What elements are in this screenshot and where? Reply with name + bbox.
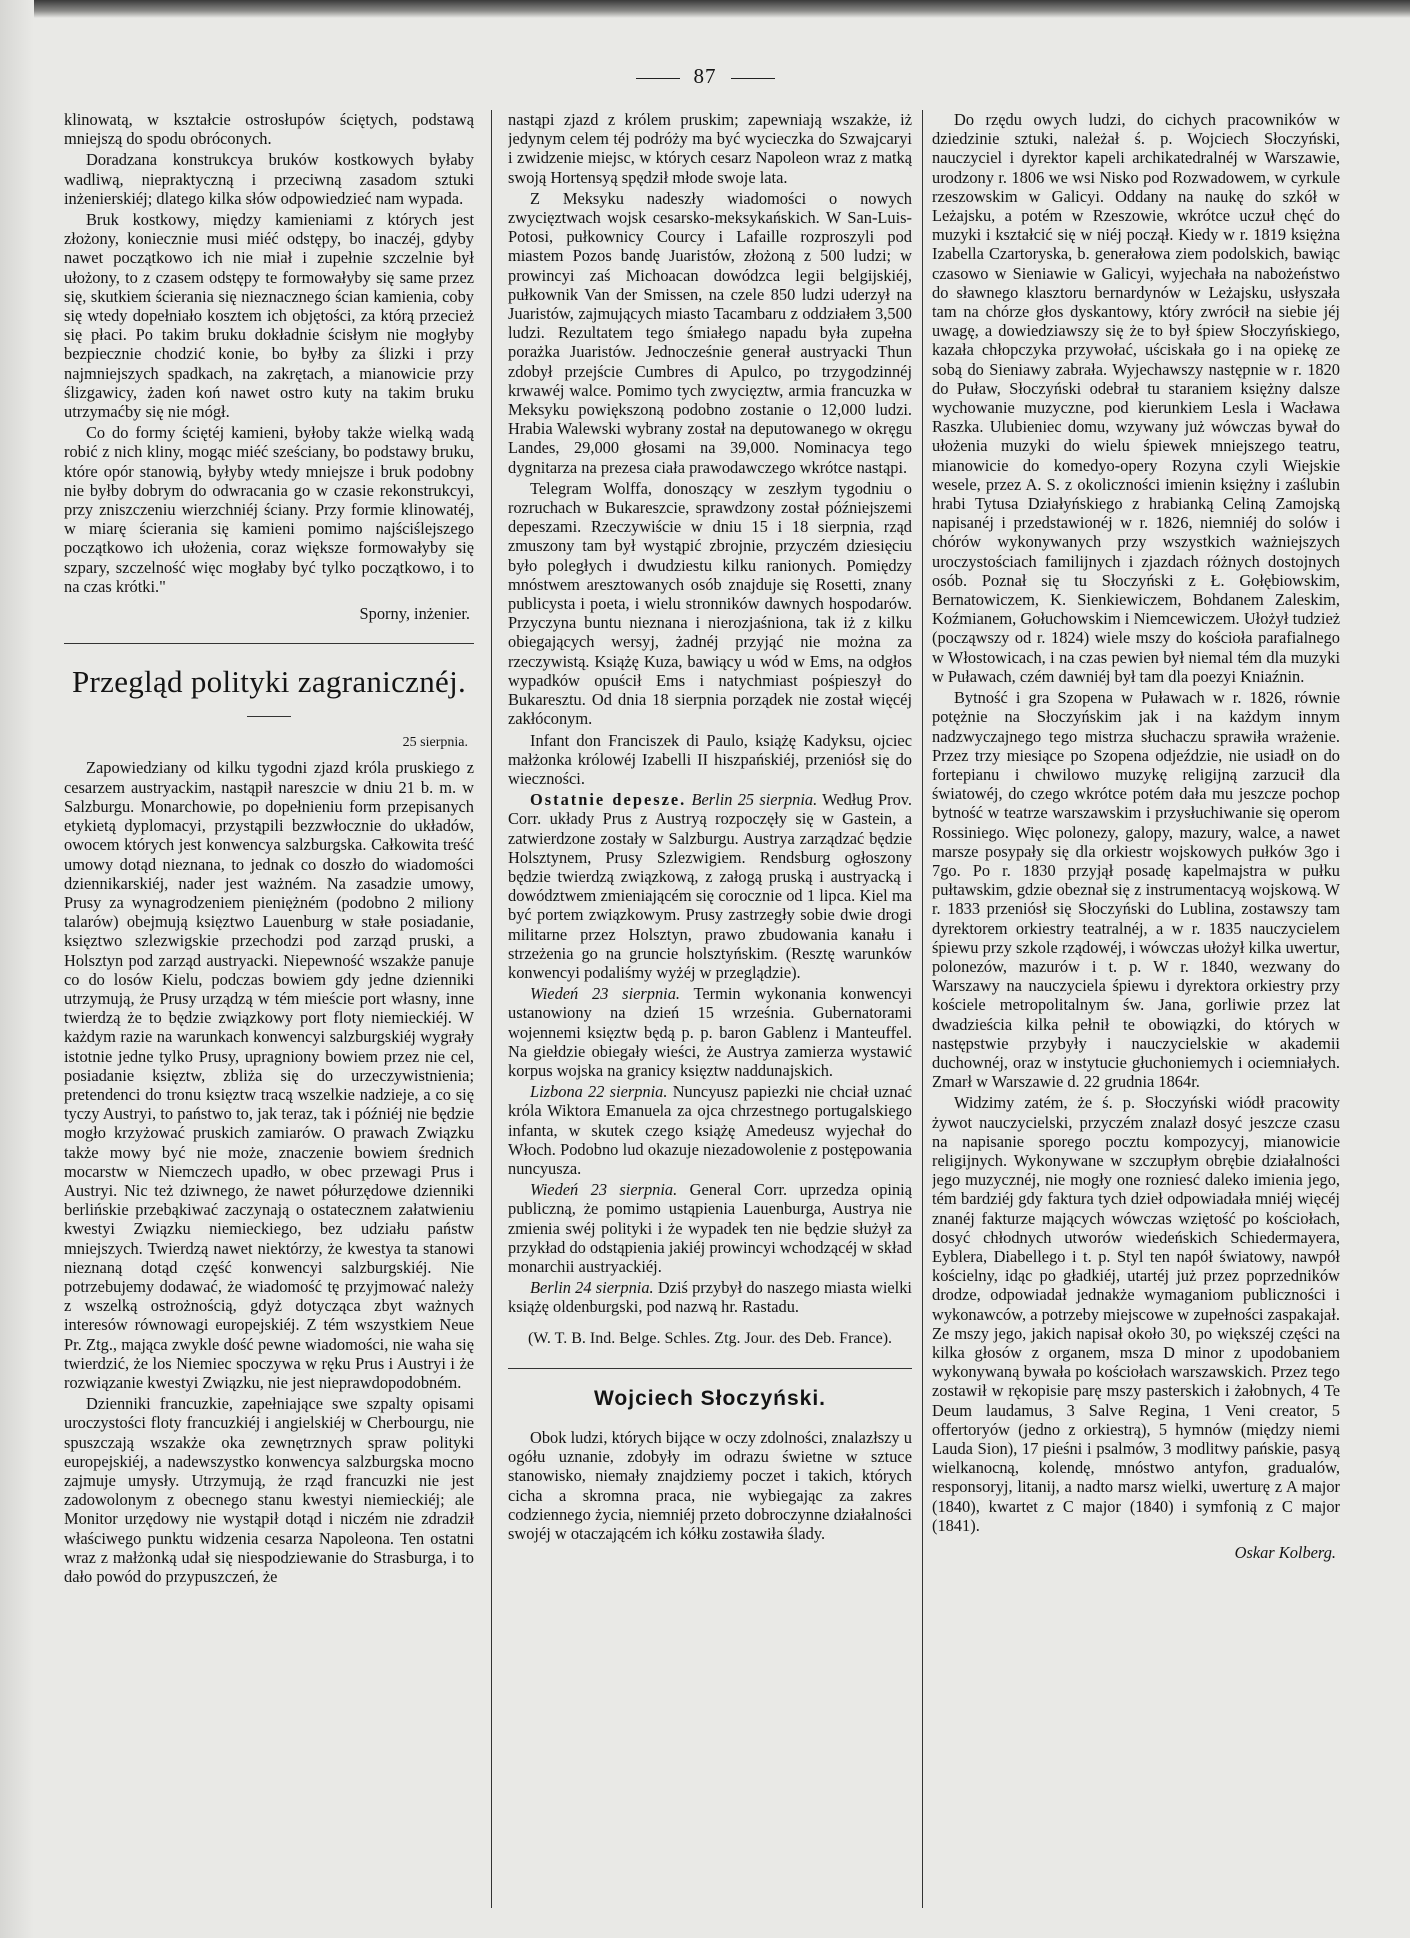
- paragraph: Infant don Franciszek di Paulo, książę Kadyksu, ojciec małżonka królowéj Izabelli II hiszpańskiéj, przeniósł się do wieczności.: [508, 730, 912, 788]
- scan-top-edge: [0, 0, 1410, 18]
- column-1: [64, 110, 474, 1902]
- paragraph: nastąpi zjazd z królem pruskim; zapewniają wszakże, iż jedynym celem téj podróży ma być wycieczka do Szwajcaryi i zwidzenie miejsc, w których cesarz Napoleon wraz z matką swoją Hortensyą spędził młode swoje lata.: [508, 110, 912, 187]
- column-3: [932, 110, 1340, 1902]
- dispatch-item: [508, 790, 912, 982]
- page-number-rule-right: [731, 78, 775, 79]
- column-2: [508, 110, 912, 1902]
- author-name: Oskar Kolberg.: [1234, 1543, 1336, 1563]
- dispatch-item: [508, 984, 912, 1080]
- section-title: Przegląd polityki zagranicznéj.: [71, 664, 467, 700]
- page-number-text: 87: [693, 64, 717, 88]
- dispatch-text: General Corr. uprzedza opinią publiczną, że pomimo ustąpienia Lauenburga, Austrya nie zmienia swéj polityki i że wypadek ten nie będzie służył za przykład do odstąpienia jakiéj prowincyi wchodzącéj w skład monarchii austryackiéj.: [508, 1180, 912, 1276]
- column-divider-1: [491, 110, 492, 1908]
- title-ornament-rule: [247, 716, 291, 717]
- paragraph: Obok ludzi, których bijące w oczy zdolności, znalazłszy u ogółu uznanie, zdobyły im odrazu świetne w sztuce stanowisko, niemały znajdziemy poczet i takich, których cicha a skromna praca, nie wybiegając za zakres codziennego życia, niemniéj przeto dobroczynne działalności swojéj w otaczającém ich kółku zostawiła ślady.: [508, 1428, 912, 1544]
- paragraph: Zapowiedziany od kilku tygodni zjazd króla pruskiego z cesarzem austryackim, nastąpił nareszcie w dniu 21 b. m. w Salzburgu. Monarchowie, po dopełnieniu form przepisanych etykietą dyplomacyi, przystąpili bezzwłocznie do układów, owocem których jest konwencya salzburgska. Całkowita treść umowy dotąd nieznana, to jednak co doszło do wiadomości dziennikarskiéj, nader jest ważném. Na zasadzie umowy, Prusy za wynagrodzeniem pieniężném (podobno 2 miliony talarów) obejmują księztwo Lauenburg w stałe posiadanie, księztwo szlezwigskie przechodzi pod zarząd pruski, a Holsztyn pod zarząd austryacki. Niepewność wszakże panuje co do losów Kielu, podczas bowiem gdy jedne dzienniki utrzymują, że Prusy urządzą w tém mieście port własny, inne twierdzą że to będzie związkowy port floty niemieckiéj. W każdym razie na warunkach konwencyi salzburgskiéj wygrały istotnie jedne tylko Prusy, upragniony bowiem przez nie cel, posiadanie księztw, zbliża się do urzeczywistnienia; pretendenci do tronu księztw tracą wszelkie nadzieje, a co się tyczy Austryi, to państwo to, jak teraz, tak i późniéj nie będzie mogło krzyżować pruskich zamiarów. O prawach Związku także mowy być nie może, znaczenie bowiem średnich mocarstw w Niemczech upadło, w obec przewagi Prus i Austryi. Nic też dziwnego, że nawet półurzędowe dzienniki berlińskie przebąkiwać zaczynają o ostatecznem załatwieniu kwestyi Związku niemieckiego, bez udziału państw mniejszych. Twierdzą nawet niektórzy, że kwestya ta stanowi nieznaną dotąd część konwencyi salzburgskiéj. Nie potrzebujemy dodawać, że wiadomość tę przyjmować należy z wszelką ostrożnością, gdyż dotycząca zbyt ważnych interesów równowagi europejskiéj. Z tém wszystkiem Neue Pr. Ztg., mająca zwykle dość pewne wiadomości, nie waha się twierdzić, że los Niemiec spoczywa w ręku Prus i Austryi i że rozwiązanie kwestyi Związku, nie jest nieprawdopodobném.: [64, 758, 474, 1392]
- paragraph: Co do formy ściętéj kamieni, byłoby także wielką wadą robić z nich kliny, mogąc miéć sześciany, bo podstawy bruku, które opór stanowią, byłyby wtedy mniejsze i bruk podobny nie byłby dobrym do odwracania go w czasie rekonstrukcyi, przy zniszczeniu wierzchniéj ściany. Przy formie klinowatéj, w miarę ścierania się kamieni pomimo najściślejszego początkowo ich ułożenia, coraz większe formowałyby się szpary, szczelność więc mogłaby być tylko początkowo, i to na czas krótki.": [64, 423, 474, 596]
- paragraph: Bytność i gra Szopena w Puławach w r. 1826, równie potężnie na Słoczyńskim jak i na każdym innym nadzwyczajnego tego mistrza słuchaczu sprawiła wrażenie. Przez trzy miesiące po Szopena odjeździe, nie usiadł on do fortepianu i chwilowo muzykę religijną zarzucił dla światowéj, do czego wkrótce potém dała mu jeszcze pochop bytność w teatrze warszawskim i przysłuchiwanie się operom Rossiniego. Więc polonezy, galopy, mazury, walce, a nawet marsze posypały się dla orkiestr wojskowych pułków 3go i 7go. Po r. 1830 przyjął posadę kapelmajstra w pułku pułtawskim, gdzie obeznał się z instrumentacyą wojskową. W r. 1833 przeniósł się Słoczyński do Lublina, zostawszy tam dyrektorem orkiestry teatralnéj, a w r. 1835 nauczycielem śpiewu przy szkole rządowéj, i wówczas ułożył kilka uwertur, polonezów, mazurów i t. p. W r. 1840, wezwany do Warszawy na nauczyciela śpiewu i dyrektora orkiestry przy kościele metropolitalnym św. Jana, gorliwie przez lat dwadzieścia kilka pełnił te obowiązki, do których w następstwie przybyły i nauczycielskie w akademii duchownéj, oraz w instytucie głuchoniemych i ociemniałych. Zmarł w Warszawie d. 22 grudnia 1864r.: [932, 688, 1340, 1092]
- article-signature: Sporny, inżenier.: [359, 604, 470, 624]
- dateline: 25 sierpnia.: [402, 735, 468, 751]
- paragraph: Widzimy zatém, że ś. p. Słoczyński wiódł pracowity żywot nauczycielski, przyczém znalazł dosyć jeszcze czasu na napisanie sporego pocztu kompozycyj, mianowicie religijnych. Wykonywane w szczupłym obrębie działalności jego muzycznéj, nie mogły one rozniesć daleko imienia jego, tém bardziéj gdy faktura tych dzieł odpowiadała mniéj więcéj znanéj fakturze mających wówczas wziętość po kościołach, dosyć chłodnych utworów wiedeńskich Schiedermayera, Eyblera, Diabellego i t. p. Styl ten napół światowy, nawpół kościelny, idąc po gładkiéj, utartéj już przez poprzedników drodze, odpowiadał jednakże wymaganiom publiczności i wykonawców, a potrzeby miejscowe w zupełności zaspakajał. Ze mszy jego, jakich napisał około 30, po większéj części na kilka głosów z organem, msza D minor z upodobaniem wykonywaną bywała po kościołach warszawskich. Przez tego zostawił w rękopisie parę mszy pasterskich i żałobnych, 4 Te Deum laudamus, 3 Salve Regina, 1 Veni creator, 5 offertoryów (jedno z orkiestrą), 5 hymnów (między niemi Lauda Sion), 17 pieśni i psalmów, 3 modlitwy pańskie, pasyą wielkanocną, kolendę, mnóstwo antyfon, gradualów, responsoryj, litanij, a nadto marsz wielki, uwerturę z A major (1840), kwartet z C major (1840) i symfonią z C major (1841).: [932, 1093, 1340, 1535]
- news-sources: (W. T. B. Ind. Belge. Schles. Ztg. Jour. des Deb. France).: [527, 1329, 893, 1347]
- dispatch-text: Dziś przybył do naszego miasta wielki książę oldenburgski, pod nazwą hr. Rastadu.: [508, 1278, 912, 1317]
- dispatch-heading: Ostatnie depesze.: [530, 790, 687, 810]
- scan-left-edge: [0, 0, 34, 1938]
- page-number: [0, 64, 1410, 89]
- paragraph: Do rzędu owych ludzi, do cichych pracowników w dziedzinie sztuki, należał ś. p. Wojciech Słoczyński, nauczyciel i dyrektor kapeli archikatedralnéj w Warszawie, urodzony r. 1806 we wsi Nisko pod Rozwadowem, w cyrkule rzeszowskim w Galicyi. Oddany na naukę do szkół w Leżajsku, a potém w Rzeszowie, wkrótce uczuł chęć do muzyki i kształcić się w niéj począł. Kiedy w r. 1819 księżna Izabella Czartoryska, b. generałowa ziem podolskich, bawiąc czasowo w Sieniawie w Galicyi, wyjechała na nabożeństwo do sławnego klasztoru bernardynów w Leżajsku, usłyszała tam na chórze głos dyskantowy, który zwrócił na siebie jéj uwagę, a dowiedziawszy się że to był śpiew Słoczyńskiego, kazała chłopczyka przywołać, uściskała go i na opiekę ze sobą do Sieniawy zabrała. Wyjechawszy następnie w r. 1820 do Puław, Słoczyński odebrał tu staraniem księżny dalsze wychowanie muzyczne, pod kierunkiem Lesla i Wacława Raszka. Ulubieniec domu, wzywany już wówczas bywał do ułożenia muzyki do wielu śpiewek mniejszego teatru, mianowicie do komedyo-opery Rozyna czyli Wiejskie wesele, przez A. S. z okoliczności imienin księżny i zaślubin hrabi Tytusa Działyńskiego z hrabianką Celiną Zamojską napisanéj i przedstawionéj w r. 1826, niemniéj do solów i chórów wykonywanych przy wszystkich ważniejszych uroczystościach familijnych i zjazdach różnych dostojnych osób. Poznał się tu Słoczyński z Ł. Gołębiowskim, Bernatowiczem, K. Sienkiewiczem, Bohdanem Zaleskim, Koźmianem, Gołuchowskim i Niemcewiczem. Ułożył tudzież (począwszy od r. 1824) wiele mszy do kościoła parafialnego w Włostowicach, i na czas pewien był niemal tém dla muzyki w Puławach, czém dawniéj był tam dla poezyi Kniaźnin.: [932, 110, 1340, 686]
- paragraph: Telegram Wolffa, donoszący w zeszłym tygodniu o rozruchach w Bukareszcie, sprawdzony został późniejszemi depeszami. Rzeczywiście w dniu 15 i 18 sierpnia, rząd zmuszony tam był wystąpić zbrojnie, przyczém dziesięciu było poległych i dwudziestu kilku ranionych. Pomiędzy mnóstwem aresztowanych osób znajduje się Rosetti, znany publicysta i poeta, i wielu stronników dawnych hospodarów. Przyczyna buntu nieznana i nierozjaśniona, tak iż z kilku obiegających wersyj, żadnéj przyjąć nie można za rzeczywistą. Książę Kuza, bawiący u wód w Ems, na odgłos wypadków opuścił Ems i natychmiast pośpieszył do Bukaresztu. Od dnia 18 sierpnia porządek nie został więcéj zakłóconym.: [508, 478, 912, 729]
- dispatch-text: Według Prov. Corr. układy Prus z Austryą rozpoczęły się w Gastein, a zatwierdzone zostały w Salzburgu. Austrya zarządzać będzie Holsztynem, Prusy Szlezwigiem. Rendsburg ogłoszony będzie twierdzą związkową, z załogą pruską i austryacką i dowództwem zmieniającém się corocznie od 1 lipca. Kiel ma być portem związkowym. Prusy zastrzegły sobie dwie drogi militarne przez Holsztyn, prawo zbudowania kanału i strzeżenia go na gruncie holsztyńskim. (Resztę warunków konwencyi podaliśmy wyżéj w przeglądzie).: [508, 790, 912, 982]
- dispatch-place: Wiedeń 23 sierpnia.: [530, 984, 681, 1004]
- section-divider: [508, 1368, 912, 1369]
- paragraph: klinowatą, w kształcie ostrosłupów ściętych, podstawą mniejszą do spodu obróconych.: [64, 110, 474, 149]
- paragraph: Bruk kostkowy, między kamieniami z których jest złożony, koniecznie musi miéć odstępy, bo inaczéj, gdyby nawet początkowo ich nie miał i zupełnie szczelnie był ułożony, to z czasem odstępy te formowałyby się same przez się, skutkiem ścierania się nieznacznego ścian kamienia, coby się wtedy dopełniało kosztem ich objętości, za którą przecież się płaci. Po takim bruku dokładnie ścisłym nie mogłyby bezpiecznie chodzić konie, bo byłby za ślizki i przy najmniejszych spadkach, na zakrętach, a mianowicie przy ślizgawicy, żaden koń nawet ostro kuty na takim bruku utrzymaćby się nie mógł.: [64, 210, 474, 422]
- dispatch-text: Termin wykonania konwencyi ustanowiony na dzień 15 września. Gubernatorami wojennemi księztw będą p. p. baron Gablenz i Manteuffel. Na giełdzie obiegały wieści, że Austrya zamierza wystawić korpus wojska na granicy księztw naddunajskich.: [508, 984, 912, 1080]
- page-number-rule-left: [636, 78, 680, 79]
- dispatch-text: Nuncyusz papiezki nie chciał uznać króla Wiktora Emanuela za ojca chrzestnego portugalskiego infanta, w skutek czego książę Amedeusz wyjechał do Włoch. Podobno lud okazuje niezadowolenie z postępowania nuncyusza.: [508, 1082, 912, 1178]
- column-divider-2: [922, 110, 923, 1908]
- paragraph: Z Meksyku nadeszły wiadomości o nowych zwycięztwach wojsk cesarsko-meksykańskich. W San-Luis-Potosi, pułkownicy Courcy i Lafaille rozproszyli pod miastem Pozos bandę Juaristów, złożoną z 500 ludzi; w prowincyi zaś Michoacan dowódzca legii belgijskiéj, pułkownik Van der Smissen, na czele 850 ludzi uderzył na Juaristów, zajmujących miasto Tacambaru z oddziałem 3,500 ludzi. Rezultatem tego śmiałego napadu była zupełna porażka Juaristów. Jednocześnie generał austryacki Thun zdobył przejście Cumbres di Apulco, po trzygodzinnéj krwawéj walce. Pomimo tych zwycięztw, armia francuzka w Meksyku powiększoną podobno zostanie o 12,000 ludzi. Hrabia Walewski wybrany został na deputowanego w okręgu Landes, 29,000 głosami na 39,000. Nominacya tego dygnitarza na prezesa ciała prawodawczego wkrótce nastąpi.: [508, 188, 912, 477]
- dispatch-item: [508, 1180, 912, 1276]
- dispatch-item: [508, 1082, 912, 1178]
- section-divider: [64, 643, 474, 644]
- article-signature: [932, 1543, 1336, 1562]
- dispatch-place: Berlin 25 sierpnia.: [691, 790, 818, 810]
- paragraph: Dzienniki francuzkie, zapełniające swe szpalty opisami uroczystości floty francuzkiéj i angielskiéj w Cherbourgu, nie spuszczają wszakże oka zewnętrznych spraw polityki europejskiéj, a nadewszystko konwencya salzburgska mocno zajmuje umysły. Utrzymują, że rząd francuzki nie jest zadowolonym z obecnego stanu kwestyi niemieckiéj; ale Monitor urzędowy nie wystąpił dotąd i niczém nie zdradził właściwego punktu widzenia cesarza Napoleona. Ten ostatni wraz z małżonką udał się niespodziewanie do Strasburga, i to dało powód do przypuszczeń, że: [64, 1394, 474, 1587]
- article-title: Wojciech Słoczyński.: [593, 1386, 827, 1410]
- dispatch-item: [508, 1278, 912, 1316]
- dispatch-place: Lizbona 22 sierpnia.: [530, 1082, 668, 1102]
- dispatch-place: Berlin 24 sierpnia.: [530, 1278, 654, 1298]
- dispatch-place: Wiedeń 23 sierpnia.: [530, 1180, 678, 1200]
- paragraph: Doradzana konstrukcya bruków kostkowych byłaby wadliwą, niepraktyczną i przeciwną zasadom sztuki inżenierskiéj; dlatego kilka słów odpowiedzieć nam wypada.: [64, 150, 474, 208]
